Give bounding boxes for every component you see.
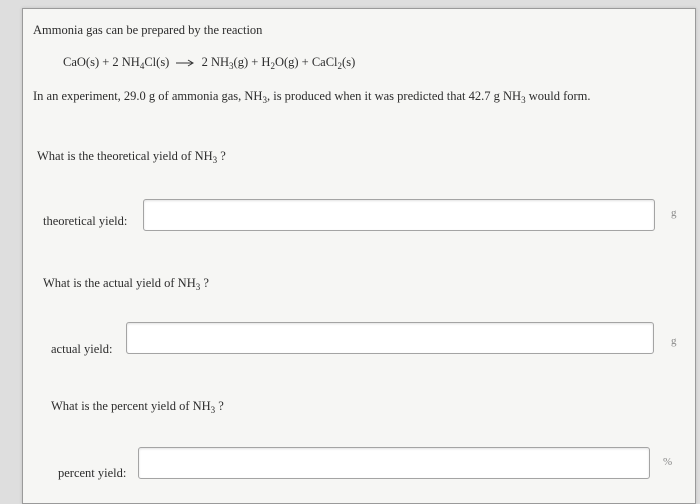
actual-yield-label: actual yield:: [51, 342, 113, 356]
theoretical-yield-label: theoretical yield:: [43, 214, 128, 228]
question-actual-yield: What is the actual yield of $NH_3$ ?: [43, 276, 209, 292]
actual-yield-input[interactable]: [126, 322, 654, 354]
question-panel: [22, 8, 696, 504]
intro-text: Ammonia gas can be prepared by the reaction: [33, 23, 263, 37]
reactant-1: CaO(s) + 2 $NH_4Cl(s)$: [63, 55, 170, 71]
question-theoretical-yield: What is the theoretical yield of $NH_3$ ?: [37, 149, 226, 165]
actual-yield-unit: g: [671, 335, 677, 347]
percent-yield-input[interactable]: [138, 447, 650, 479]
experiment-text: In an experiment, 29.0 g of ammonia gas, $NH_3$, is produced when it was predicted that 42.7 g $NH_3$ would form.: [33, 89, 591, 105]
theoretical-yield-unit: g: [671, 207, 677, 219]
product-2: $_2$O(g) + CaCl: [270, 55, 338, 71]
percent-yield-unit: %: [663, 456, 673, 468]
theoretical-yield-input[interactable]: [143, 199, 655, 231]
reaction-equation: [63, 55, 355, 70]
percent-yield-label: percent yield:: [58, 466, 127, 480]
question-percent-yield: What is the percent yield of $NH_3$ ?: [51, 399, 224, 415]
product-3: $_2$(s): [337, 55, 356, 71]
reaction-arrow-icon: [176, 59, 194, 67]
product-1: 2 $NH_3(g) + H$: [201, 55, 271, 71]
